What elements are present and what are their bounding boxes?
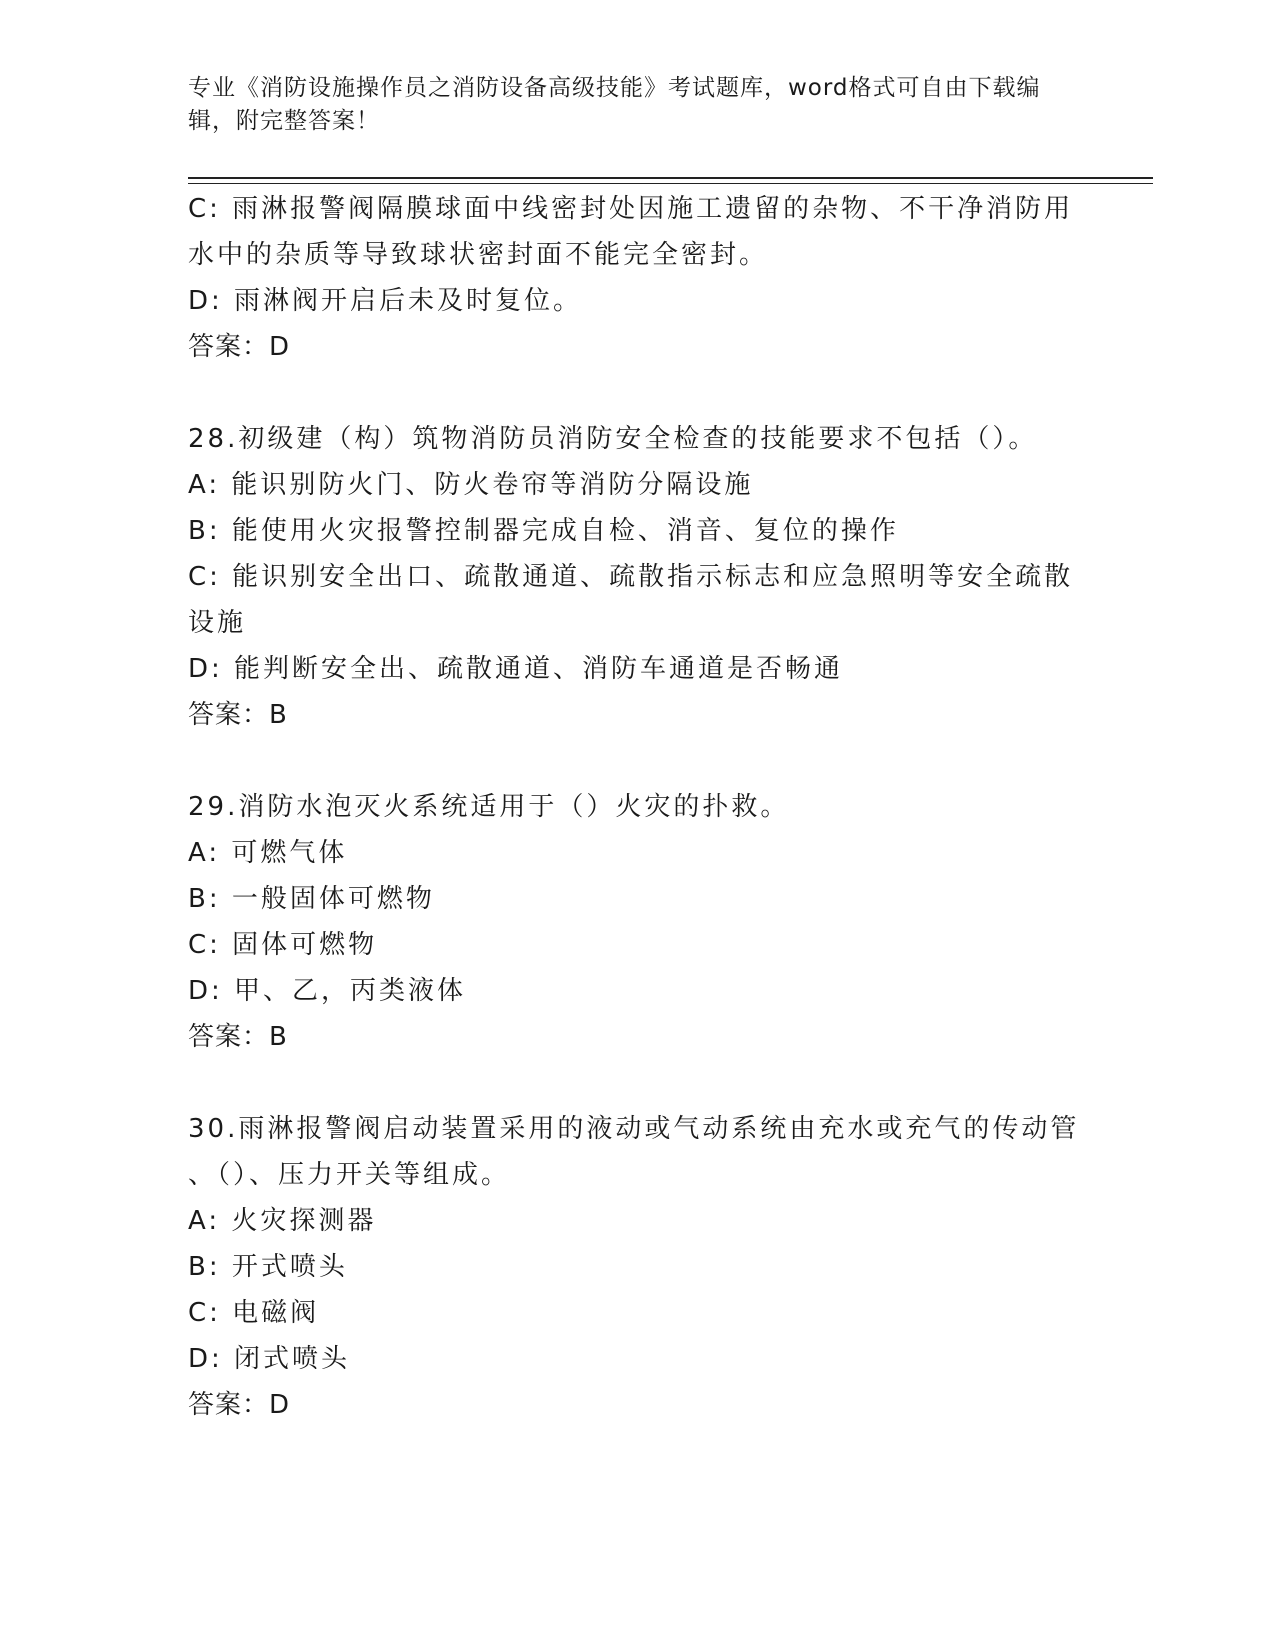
option-c-line: C: 雨淋报警阀隔膜球面中线密封处因施工遗留的杂物、不干净消防用 <box>188 194 1074 224</box>
option-a: A: 能识别防火门、防火卷帘等消防分隔设施 <box>188 470 754 500</box>
question-stem-continued: 、（）、压力开关等组成。 <box>188 1160 511 1190</box>
option-d: D: 能判断安全出、疏散通道、消防车通道是否畅通 <box>188 654 844 684</box>
question-30 <box>188 1106 1088 1428</box>
option-d: D: 雨淋阀开启后未及时复位。 <box>188 286 583 316</box>
header-line-1: 专业《消防设施操作员之消防设备高级技能》考试题库，word格式可自由下载编 <box>188 75 1041 101</box>
option-a: A: 火灾探测器 <box>188 1206 377 1236</box>
option-c: C: 能识别安全出口、疏散通道、疏散指示标志和应急照明等安全疏散 <box>188 562 1074 592</box>
document-header <box>188 72 1068 138</box>
header-line-2: 辑，附完整答案！ <box>188 108 380 134</box>
option-b: B: 能使用火灾报警控制器完成自检、消音、复位的操作 <box>188 516 899 546</box>
answer-line: 答案：B <box>188 700 288 730</box>
option-b: B: 一般固体可燃物 <box>188 884 435 914</box>
option-c-continued: 设施 <box>188 608 247 638</box>
question-stem: 28.初级建（构）筑物消防员消防安全检查的技能要求不包括（）。 <box>188 424 1038 454</box>
option-b: B: 开式喷头 <box>188 1252 348 1282</box>
question-stem: 29.消防水泡灭火系统适用于（）火灾的扑救。 <box>188 792 790 822</box>
prev-question <box>188 186 1088 370</box>
answer-line: 答案：D <box>188 1390 291 1420</box>
option-c: C: 固体可燃物 <box>188 930 378 960</box>
option-a: A: 可燃气体 <box>188 838 348 868</box>
option-c: C: 电磁阀 <box>188 1298 320 1328</box>
question-28 <box>188 416 1088 738</box>
question-29 <box>188 784 1088 1060</box>
answer-line: 答案：B <box>188 1022 288 1052</box>
option-c-line: 水中的杂质等导致球状密封面不能完全密封。 <box>188 240 769 270</box>
header-divider-thin <box>188 183 1153 184</box>
answer-line: 答案：D <box>188 332 291 362</box>
question-stem: 30.雨淋报警阀启动装置采用的液动或气动系统由充水或充气的传动管 <box>188 1114 1080 1144</box>
option-d: D: 闭式喷头 <box>188 1344 351 1374</box>
header-divider-thick <box>188 177 1153 179</box>
option-d: D: 甲、乙，丙类液体 <box>188 976 467 1006</box>
question-list <box>188 186 1088 1428</box>
